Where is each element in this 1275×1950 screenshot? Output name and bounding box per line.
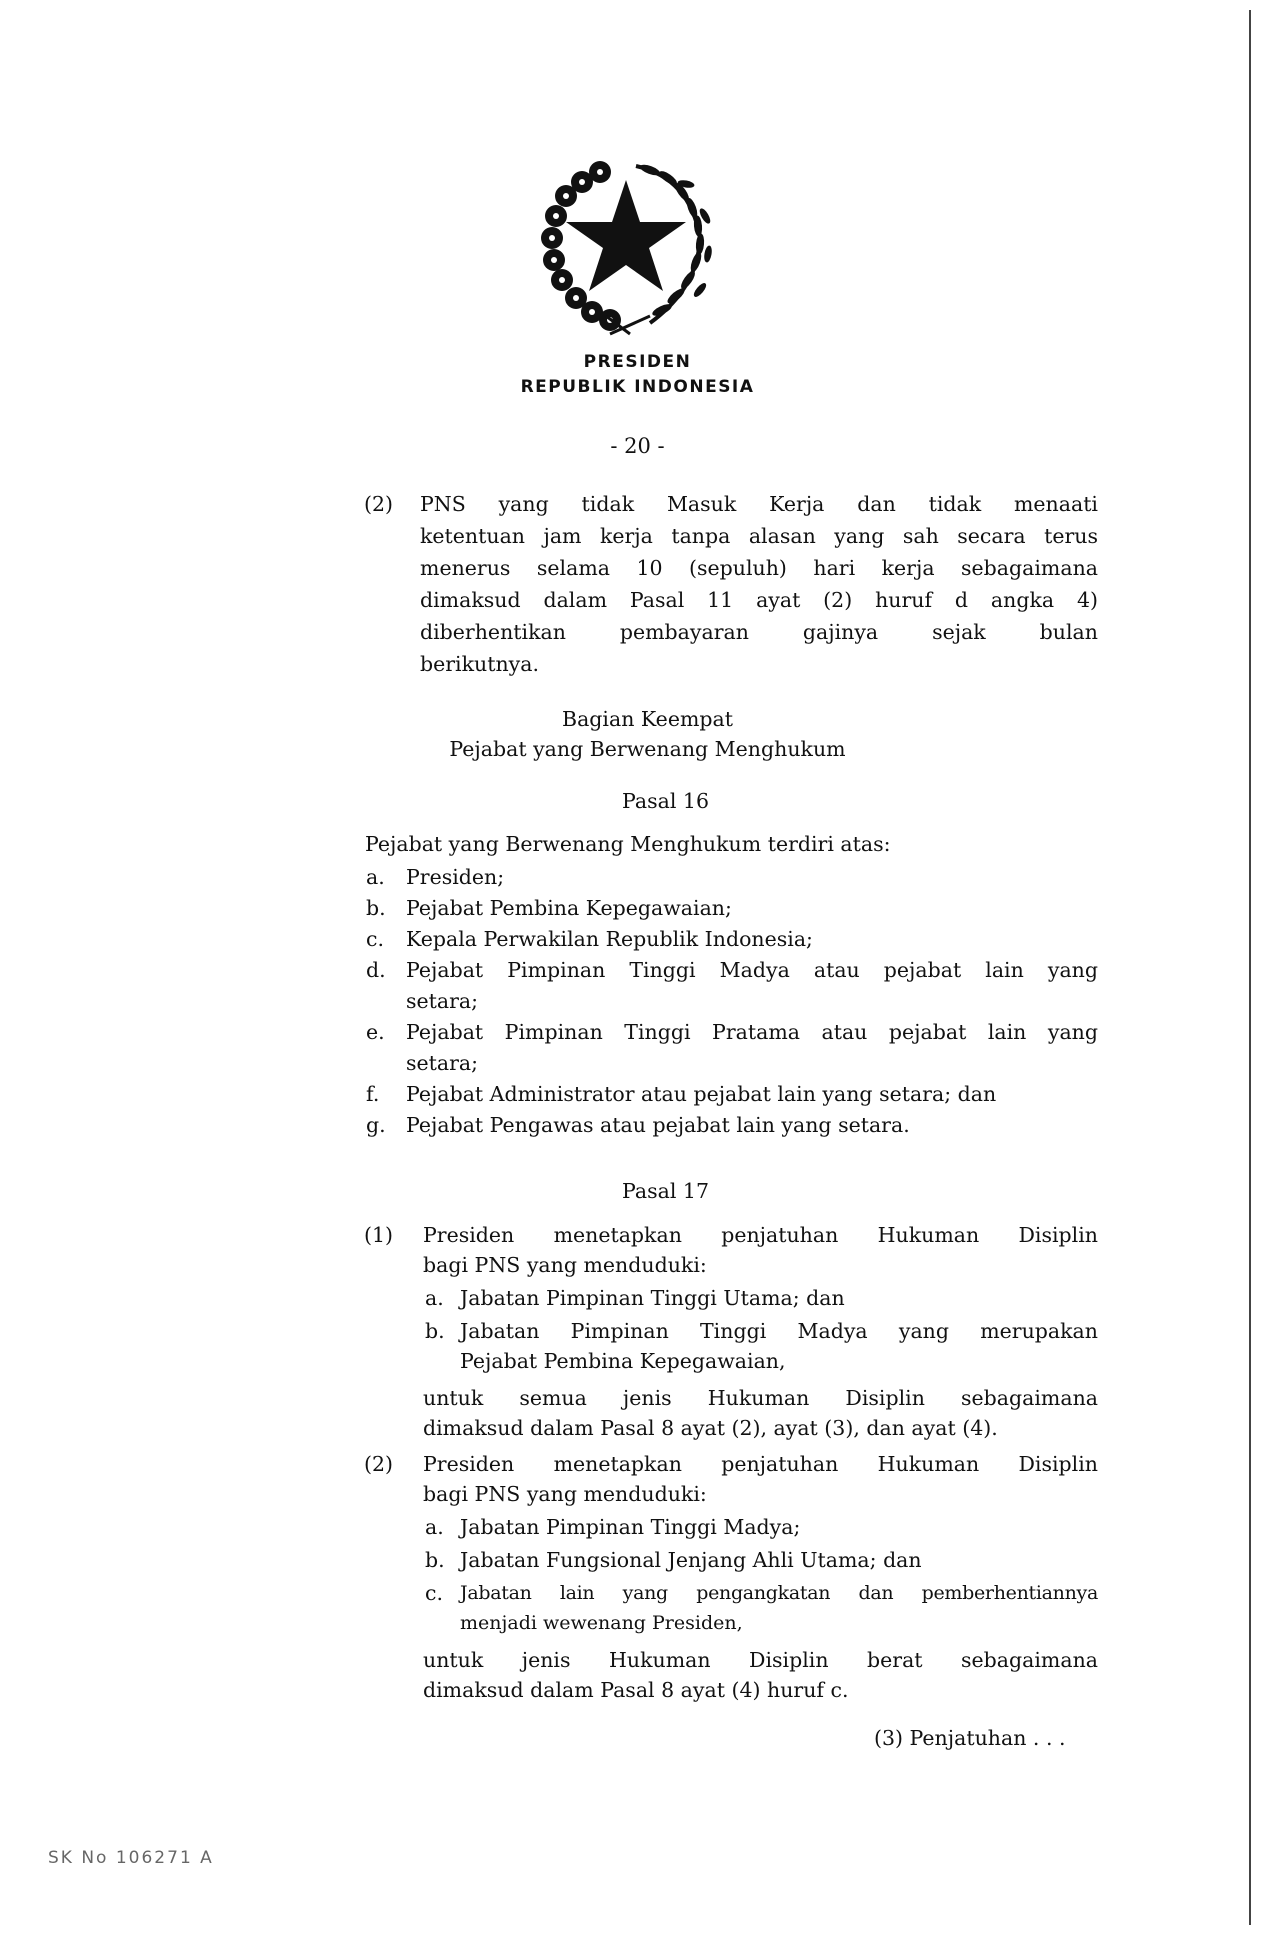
list-item: Jabatan lain yang pengangkatan dan pemberhentiannya (460, 1582, 1098, 1604)
list-item: Presiden; (406, 865, 505, 889)
text-line: ketentuan jam kerja tanpa alasan yang sah secara terus (420, 524, 1098, 548)
text-line: Presiden menetapkan penjatuhan Hukuman Disiplin (423, 1223, 1098, 1247)
list-item: Jabatan Pimpinan Tinggi Madya; (460, 1515, 801, 1539)
list-item-cont: menjadi wewenang Presiden, (460, 1612, 743, 1634)
section-subtitle: Pejabat yang Berwenang Menghukum (449, 737, 846, 761)
list-item: Pejabat Administrator atau pejabat lain yang setara; dan (406, 1082, 997, 1106)
list-item-cont: Pejabat Pembina Kepegawaian, (460, 1349, 786, 1373)
list-marker: a. (425, 1286, 444, 1310)
list-item: Pejabat Pengawas atau pejabat lain yang setara. (406, 1113, 910, 1137)
text-line: PNS yang tidak Masuk Kerja dan tidak menaati (420, 492, 1098, 516)
ayat-marker: (2) (364, 492, 394, 516)
star-icon (566, 180, 686, 291)
pasal-17-title: Pasal 17 (622, 1179, 709, 1203)
text-line: bagi PNS yang menduduki: (423, 1253, 707, 1277)
list-item-cont: setara; (406, 989, 479, 1013)
section-title: Bagian Keempat (562, 707, 733, 731)
list-marker: c. (425, 1581, 443, 1605)
pasal-16-intro: Pejabat yang Berwenang Menghukum terdiri atas: (365, 832, 891, 856)
page-number: - 20 - (610, 434, 665, 458)
text-line: bagi PNS yang menduduki: (423, 1482, 707, 1506)
list-item: Pejabat Pembina Kepegawaian; (406, 896, 732, 920)
list-marker: a. (366, 865, 385, 889)
text-line: berikutnya. (420, 652, 539, 676)
text-line: dimaksud dalam Pasal 8 ayat (4) huruf c. (423, 1678, 849, 1702)
pasal-16-title: Pasal 16 (622, 789, 709, 813)
list-marker: b. (366, 896, 386, 920)
list-item: Jabatan Fungsional Jenjang Ahli Utama; dan (460, 1548, 922, 1572)
header-presiden: PRESIDEN (583, 352, 692, 372)
footer-document-code: SK No 106271 A (48, 1848, 214, 1868)
text-line: Presiden menetapkan penjatuhan Hukuman Disiplin (423, 1452, 1098, 1476)
list-item: Pejabat Pimpinan Tinggi Madya atau pejabat lain yang (406, 958, 1098, 982)
list-marker: d. (366, 958, 386, 982)
list-marker: b. (425, 1548, 445, 1572)
list-marker: f. (366, 1082, 380, 1106)
ayat-marker: (2) (364, 1452, 394, 1476)
header-republik-indonesia: REPUBLIK INDONESIA (520, 377, 755, 397)
text-line: menerus selama 10 (sepuluh) hari kerja sebagaimana (420, 556, 1098, 580)
text-line: diberhentikan pembayaran gajinya sejak bulan (420, 620, 1098, 644)
scan-edge-line (1249, 10, 1251, 1925)
list-marker: g. (366, 1113, 386, 1137)
text-line: dimaksud dalam Pasal 8 ayat (2), ayat (3), dan ayat (4). (423, 1416, 998, 1440)
list-marker: e. (366, 1020, 385, 1044)
text-line: untuk jenis Hukuman Disiplin berat sebagaimana (423, 1648, 1098, 1672)
list-item: Kepala Perwakilan Republik Indonesia; (406, 927, 813, 951)
list-item-cont: setara; (406, 1051, 479, 1075)
list-item: Pejabat Pimpinan Tinggi Pratama atau pejabat lain yang (406, 1020, 1098, 1044)
text-line: dimaksud dalam Pasal 11 ayat (2) huruf d angka 4) (420, 588, 1098, 612)
list-item: Jabatan Pimpinan Tinggi Madya yang merupakan (460, 1319, 1098, 1343)
presidential-seal-icon (540, 158, 712, 336)
list-marker: a. (425, 1515, 444, 1539)
text-line: untuk semua jenis Hukuman Disiplin sebagaimana (423, 1386, 1098, 1410)
continuation-catchword: (3) Penjatuhan . . . (874, 1726, 1066, 1750)
list-marker: c. (366, 927, 384, 951)
list-marker: b. (425, 1319, 445, 1343)
list-item: Jabatan Pimpinan Tinggi Utama; dan (460, 1286, 845, 1310)
ayat-marker: (1) (364, 1223, 394, 1247)
